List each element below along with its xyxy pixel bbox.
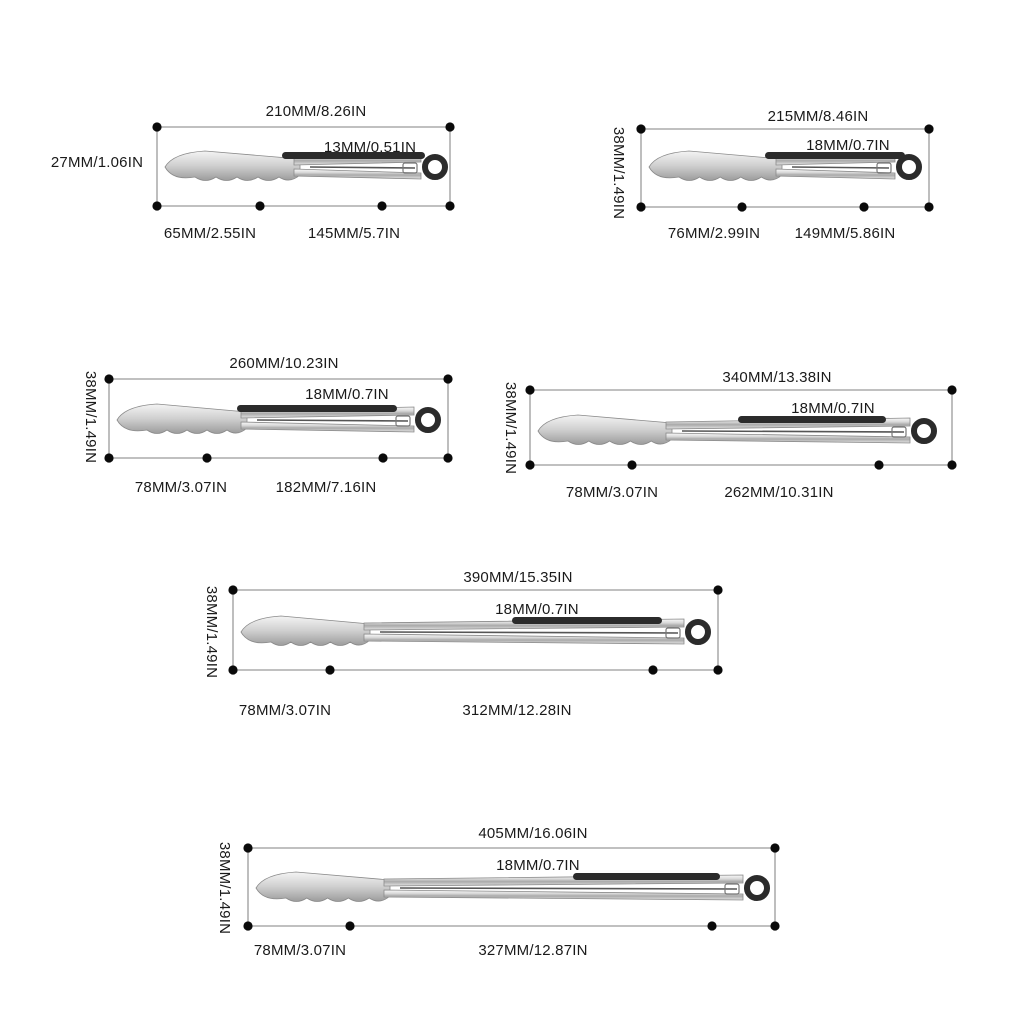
dimension-endpoint-dot: [104, 374, 113, 383]
dimension-endpoint-dot: [325, 665, 334, 674]
dimension-endpoint-dot: [104, 453, 113, 462]
tong-group-3: [82, 355, 453, 496]
tong-slot: [682, 431, 904, 432]
handle-length-label: 327MM/12.87IN: [478, 941, 588, 959]
dimension-endpoint-dot: [525, 385, 534, 394]
dimension-endpoint-dot: [202, 453, 211, 462]
dimension-endpoint-dot: [445, 122, 454, 131]
total-length-label: 210MM/8.26IN: [265, 102, 367, 120]
dimension-endpoint-dot: [707, 921, 716, 930]
handle-length-label: 149MM/5.86IN: [794, 224, 896, 242]
height-label: 38MM/1.49IN: [216, 841, 234, 935]
handle-length-label: 145MM/5.7IN: [307, 224, 401, 242]
total-length-label: 405MM/16.06IN: [478, 824, 588, 842]
grip-width-label: 13MM/0.51IN: [323, 138, 417, 156]
dimension-endpoint-dot: [228, 585, 237, 594]
tong-lower-arm: [666, 433, 910, 443]
dimension-endpoint-dot: [874, 460, 883, 469]
dimension-endpoint-dot: [377, 201, 386, 210]
total-length-label: 340MM/13.38IN: [722, 368, 832, 386]
height-label: 38MM/1.49IN: [502, 381, 520, 475]
tong-lower-arm: [364, 634, 684, 644]
dimension-endpoint-dot: [443, 453, 452, 462]
tong-slot: [310, 167, 415, 168]
grip-width-label: 18MM/0.7IN: [305, 385, 389, 403]
tong-head: [538, 415, 672, 445]
hanging-ring: [425, 157, 445, 177]
grip-width-label: 18MM/0.7IN: [495, 600, 579, 618]
hanging-ring: [747, 878, 767, 898]
dimension-endpoint-dot: [947, 385, 956, 394]
handle-length-label: 182MM/7.16IN: [275, 478, 377, 496]
tong-lower-arm: [294, 169, 421, 179]
dimension-endpoint-dot: [445, 201, 454, 210]
total-length-label: 260MM/10.23IN: [229, 354, 339, 372]
dimension-endpoint-dot: [243, 843, 252, 852]
dimension-endpoint-dot: [636, 202, 645, 211]
hanging-ring: [418, 410, 438, 430]
head-length-label: 65MM/2.55IN: [163, 224, 257, 242]
tong-group-5: [203, 569, 723, 719]
dimension-endpoint-dot: [152, 201, 161, 210]
tong-group-6: [216, 825, 780, 959]
tong-illustration: [256, 872, 767, 902]
dimension-endpoint-dot: [627, 460, 636, 469]
hanging-ring: [688, 622, 708, 642]
head-length-label: 78MM/3.07IN: [134, 478, 228, 496]
dimension-endpoint-dot: [345, 921, 354, 930]
dimension-endpoint-dot: [859, 202, 868, 211]
tong-illustration: [117, 404, 438, 434]
dimension-endpoint-dot: [152, 122, 161, 131]
grip-width-label: 18MM/0.7IN: [791, 399, 875, 417]
tong-head: [165, 151, 300, 181]
tong-slot: [257, 420, 408, 421]
height-label: 38MM/1.49IN: [203, 585, 221, 679]
dimension-endpoint-dot: [713, 585, 722, 594]
head-length-label: 78MM/3.07IN: [565, 483, 659, 501]
dimension-endpoint-dot: [636, 124, 645, 133]
grip-width-label: 18MM/0.7IN: [496, 856, 580, 874]
dimension-endpoint-dot: [443, 374, 452, 383]
dimension-endpoint-dot: [525, 460, 534, 469]
total-length-label: 215MM/8.46IN: [767, 107, 869, 125]
tong-head: [649, 151, 782, 181]
tong-head: [241, 616, 370, 646]
dimension-endpoint-dot: [228, 665, 237, 674]
tong-group-1: [51, 103, 455, 242]
dimension-endpoint-dot: [737, 202, 746, 211]
height-label: 38MM/1.49IN: [82, 370, 100, 464]
dimension-endpoint-dot: [924, 124, 933, 133]
dimension-endpoint-dot: [947, 460, 956, 469]
tong-group-4: [502, 369, 957, 501]
tong-group-2: [610, 108, 934, 242]
tong-slot: [380, 632, 678, 633]
dimension-endpoint-dot: [378, 453, 387, 462]
dimension-endpoint-dot: [770, 921, 779, 930]
head-length-label: 78MM/3.07IN: [238, 701, 332, 719]
dimension-endpoint-dot: [648, 665, 657, 674]
tong-illustration: [649, 151, 919, 181]
head-length-label: 76MM/2.99IN: [667, 224, 761, 242]
height-label: 38MM/1.49IN: [610, 126, 628, 220]
tong-head: [256, 872, 390, 902]
tong-slot: [792, 167, 889, 168]
silicone-grip: [237, 405, 397, 412]
silicone-grip: [512, 617, 662, 624]
dimension-endpoint-dot: [924, 202, 933, 211]
total-length-label: 390MM/15.35IN: [463, 568, 573, 586]
tong-illustration: [538, 415, 934, 445]
tong-illustration: [241, 616, 708, 646]
handle-length-label: 262MM/10.31IN: [724, 483, 834, 501]
height-label: 27MM/1.06IN: [50, 153, 144, 171]
hanging-ring: [899, 157, 919, 177]
tong-slot: [400, 888, 737, 889]
dimension-endpoint-dot: [770, 843, 779, 852]
dimension-endpoint-dot: [255, 201, 264, 210]
tong-lower-arm: [241, 422, 414, 432]
grip-width-label: 18MM/0.7IN: [806, 136, 890, 154]
tong-head: [117, 404, 247, 434]
silicone-grip: [738, 416, 886, 423]
hanging-ring: [914, 421, 934, 441]
silicone-grip: [573, 873, 720, 880]
dimension-endpoint-dot: [243, 921, 252, 930]
handle-length-label: 312MM/12.28IN: [462, 701, 572, 719]
dimension-endpoint-dot: [713, 665, 722, 674]
head-length-label: 78MM/3.07IN: [253, 941, 347, 959]
tong-lower-arm: [384, 890, 743, 900]
